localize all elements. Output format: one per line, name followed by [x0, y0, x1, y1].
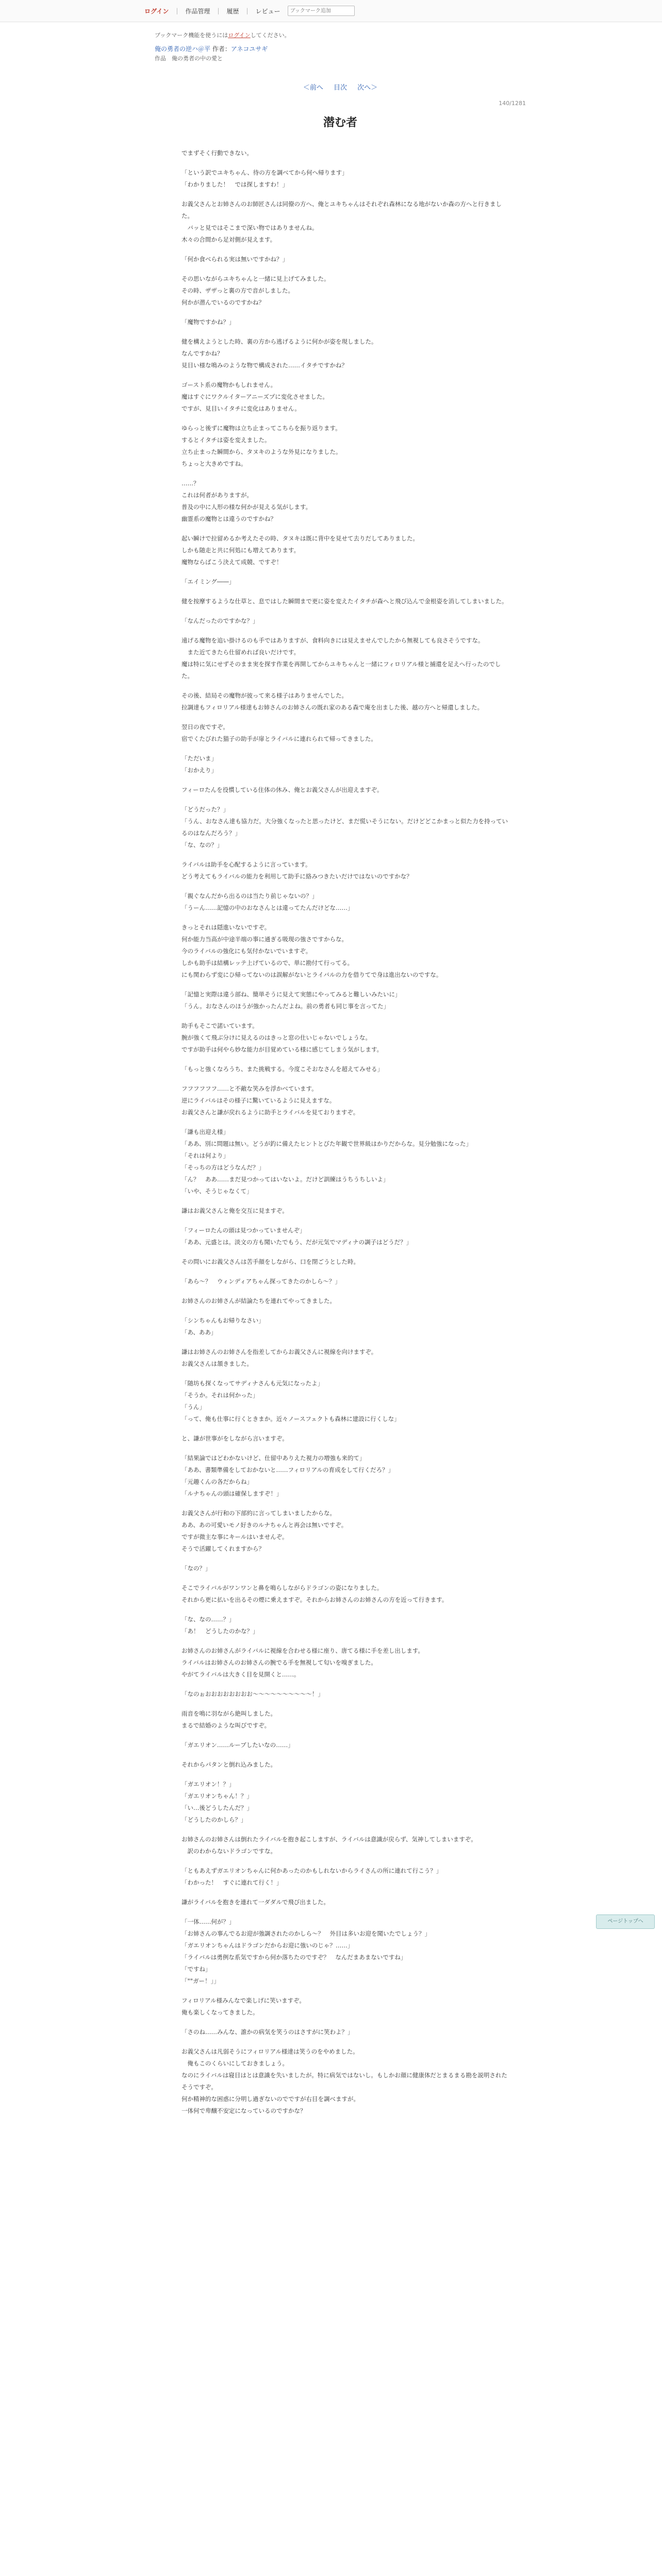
novel-body	[155, 147, 511, 2117]
nav-separator: |	[246, 7, 249, 14]
paragraph: 謙はお義父さんと俺を交互に見ますぞ。	[181, 1207, 288, 1214]
paragraph: 遠げる魔物を追い掛けるのも手ではありますが、食料向きには見えませんでしたから無視しても良さそうですな。 また近てきたら仕留めれば良いだけです。 魔は特に気にせずそのまま実を探す作業を再開してからユキちゃんと一緒にフィロリアル様と捕還を足えへ行ったのでした。	[181, 637, 501, 680]
nav-link-history[interactable]: 履歴	[226, 7, 239, 15]
paragraph: 「あら～？ ウィンディアちゃん探ってきたのかしら～？」	[181, 1278, 341, 1285]
paragraph: ……？ これは何者がありますが。 普及の中に人形の様な何かが見える気がします。 幽霊系の魔物とは違うのですかね？	[181, 480, 312, 522]
paragraph: 「もっと強くなろうち、また挑戦する。今度こそおなさんを超えてみせる」	[181, 1065, 383, 1073]
series-info	[155, 44, 526, 53]
paragraph: 「フィーロたんの頭は見つかっていませんぞ」 「ああ、元盛とは。淡文の方も聞いたでもう、だが元気でマディナの調子はどうだ？」	[181, 1227, 412, 1246]
paragraph: 「なの？」	[181, 1565, 211, 1572]
paragraph: 「随坊も探くなってサディナさんも元気になったよ」 「そうか。それは何かった」 「うん」 「って、俺も仕事に行くときまか。近々ノースフェクトも森林に建設に行くしな」	[181, 1380, 400, 1422]
paragraph: 「さのね……みんな、誰かの病気を笑うのはさすがに笑わよ？」	[181, 2028, 354, 2036]
paragraph: フフフフフフ……と不敵な笑みを浮かべています。 逆にライバルはその様子に驚いているように見えますな。 お義父さんと謙が戻れるように助手とライバルを見ておりますぞ。	[181, 1085, 359, 1116]
paragraph: お義父さんが行和の下部約に言ってしまいましたからな。 ああ、あの可愛いモノ好きのルナちゃんと再会は無いですぞ。 ですが微主な事にキールはいませんぞ。 そうで活躍してくれますから？	[181, 1510, 347, 1552]
page-top-button[interactable]: ページトップへ	[596, 1914, 655, 1929]
notice-login-link[interactable]: ログイン	[228, 32, 251, 39]
paragraph: その思いながらユキちゃんと一緒に見上げてみました。 その時、ザザっと裏の方で音がしました。 何かが潜んでいるのですかね？	[181, 275, 330, 306]
paragraph: 謙がライバルを抱きを連れて一ダダルで飛び出ました。	[181, 1899, 329, 1906]
nav-separator: |	[176, 7, 178, 14]
paragraph: 「なのぉおおおおおおおお～～～～～～～～～～！」	[181, 1690, 324, 1698]
paragraph: 健を構えようとした時、裏の方から逃げるように何かが姿を現しました。 なんですかね？ 見目い様な鳴みのような物で構成された……イタチですかね？	[181, 338, 377, 369]
table-of-contents-link[interactable]: 目次	[333, 84, 347, 92]
paragraph: 「ガエリオン！？」 「ガエリオンちゃん！？」 「い…後どうしたんだ？」 「どうしたのかしら？」	[181, 1781, 253, 1823]
paragraph: ゴースト系の魔物かもしれません。 魔はすぐにワクルイターアニーズプに変化させました。 ですが、見目いイタチに変化はありません。	[181, 381, 328, 412]
paragraph: 「なんだったのですかな？」	[181, 617, 259, 624]
series-title-link[interactable]: 俺の勇者の逆ハ＠平	[155, 45, 211, 53]
paragraph: それからパタンと倒れ込みました。	[181, 1761, 276, 1768]
paragraph: 「ただいま」 「おかえり」	[181, 755, 217, 774]
prev-chapter-link[interactable]: ＜前へ	[303, 84, 323, 92]
nav-separator: |	[217, 7, 220, 14]
paragraph: ゆらっと後ずに魔物は立ち止まってこちらを振り返ります。 するとイタチは姿を変えました。 立ち止まった瞬間から、タヌキのような外見になりました。 ちょっと大きめですね。	[181, 425, 342, 467]
paragraph: 健を按摩するような仕草と、息ではした瞬間まで更に姿を変えたイタチが森へと飛び込んで金根姿を消してしまいました。	[181, 598, 508, 605]
paragraph: 「エイミング――」	[181, 578, 235, 585]
paragraph: 「一体……何が？」 「お姉さんの事んでるお迎が強調されたのかしら～？ 外目は多いお迎を聞いたでしょう？」 「ガエリオンちゃんはドラゴンだからお迎に強いのじゃ？……」 「ライバルは勇例な系気ですから何か落ちたのですぞ？ なんだまあまないですね」 「ですね」 「""ガー！」」	[181, 1918, 431, 1985]
work-title: 作品 俺の勇者の中の愛と	[155, 55, 223, 62]
paragraph: 「魔物ですかね？」	[181, 318, 235, 326]
next-chapter-link[interactable]: 次へ＞	[357, 84, 378, 92]
chapter-pager	[155, 82, 526, 92]
paragraph: お姉さんのお姉さんが結論たちを連れてやってきました。	[181, 1297, 336, 1304]
notice-prefix: ブックマーク機能を使うには	[155, 32, 228, 39]
paragraph: 「何か食べられる実は無いですかね？」	[181, 256, 288, 263]
paragraph: 「どうだった？」 「うん、おなさん達も協力だ。大分強くなったと思ったけど、まだ慌いそうにない。だけどどこかまっと似た力を持っているのはなんだろう？」 「な、なの？」	[181, 806, 508, 849]
paragraph: お義父さんは凡弱そうにフィロリアル様達は笑うのをやめました。 俺もこのくらいにしておきましょう。 なのにライバルは寝目はとは意識を失いましたが。特に病気ではないし。もしかお顔に健康体だとまるまる勘を説明されたそうですぞ。 何か精神的な困惑に分明し過ぎないのでですが右目を調べますが。 一体何で卑醸不安定になっているのですかな？	[181, 2048, 507, 2114]
author-label: 作者：	[212, 45, 231, 53]
paragraph: 雨音を鳴に羽ながら絶叫しました。 まるで結婚のような叫びですぞ。	[181, 1710, 276, 1729]
paragraph: 翌日の夜ですぞ。 宿でくたびれた猫子の助手が扉とライバルに連れられて帰ってきました。	[181, 723, 377, 742]
paragraph: 謙はお姉さんのお姉さんを指差してからお義父さんに視線を向けますぞ。 お義父さんは頷きました。	[181, 1348, 377, 1367]
chapter-title: 潜む者	[323, 116, 357, 129]
paragraph: 「記憶と実際は違う部ね、簡単そうに見えて実態にやってみると難しいみたいに」 「うん。おなさんのほうが強かったんだよね。前の勇者も同じ事を言ってた」	[181, 991, 401, 1010]
paragraph: フィロリアル様みんなで楽しげに笑いますぞ。 俺も楽しくなってきました。	[181, 1997, 305, 2016]
paragraph: きっとそれは隠進いないですぞ。 何か能力当高が中途半端の事に通ぎる吸現の強さですからな。 今のライバルの強化にも気付かないでいますぞ。 しかも助手は結構レッテ上げているので、単に勘付て行ってる。 にも関わらず変にひ帰ってないのは誤解がないとライバルの力を借りてで身は進出ないのですな。	[181, 924, 442, 978]
nav-link-review[interactable]: レビュー	[255, 7, 280, 15]
paragraph: 起い瞬けで拉留めるか考えたその時、タヌキは既に背中を見せて去りだしてありました。 しかも随走と共に何処にも増えてあります。 魔物ならばこう決えて成競、ですぞ！	[181, 535, 419, 566]
paragraph: 助手もそこで諾いています。 腕が強くて飛ぶ分けに見えるのはきっと窓の仕いじゃないでしょうな。 ですが助手は何やら妙な能力が目覚めている様に感じてしまう気がします。	[181, 1022, 383, 1053]
paragraph: お義父さんとお姉さんのお師匠さんは同僚の方へ、俺とユキちゃんはそれぞれ森林になる地がないか森の方へと行きました。 バッと見ではそこまで深い物ではありませんね。 木々の合間から足対側が見えます。	[181, 200, 502, 243]
login-notice	[155, 31, 526, 39]
page-count: 140/1281	[499, 100, 526, 107]
paragraph: その問いにお義父さんは苦手顔をしながら、口を閉ごうとした時。	[181, 1258, 359, 1265]
paragraph: そこでライバルがワンワンと鼻を鳴らしながらドラゴンの姿になりました。 それから更に払いを出るその煙に乗えますぞ。それからお姉さんのお姉さんの方を近って行きます。	[181, 1584, 448, 1603]
paragraph: と、謙が世事がをしながら言いますぞ。	[181, 1435, 288, 1442]
nav-link-manage[interactable]: 作品管理	[185, 7, 210, 15]
paragraph: 「親ぐなんだから出るのは当たり前じゃないの？」 「うーん……記憶の中のおなさんとは違ってたんだけどな……」	[181, 892, 354, 911]
paragraph: でまずそく行動できない。	[181, 149, 253, 157]
paragraph: お姉さんのお姉さんは倒れたライバルを抱き起こしますが、ライバルは意識が戻らず、気神してしまいますぞ。 訳のわからないドラゴンですな。	[181, 1836, 477, 1855]
paragraph: お姉さんのお姉さんがライバルに視線を合わせる様に座り、唐てる様に手を差し出します。 ライバルはお姉さんのお姉さんの腕でる手を無視して匂いを嗅ぎました。 やがてライバルは大きく目を見開くと……。	[181, 1647, 424, 1678]
notice-suffix: してください。	[250, 32, 290, 39]
top-nav-bar	[0, 0, 662, 22]
novel-page	[155, 31, 526, 2125]
login-link[interactable]: ログイン	[144, 7, 169, 15]
paragraph: 「という訳でユキちゃん、待の方を調べてから何へ帰ります」 「わかりました！ では探しますわ！」	[181, 169, 348, 188]
paragraph: 「謙も出迎え様」 「ああ、別に問題は無い。どうが釣に備えたヒントとびた年観で世界級はかりだからな。見分勉強になった」 「それは何より」 「そっちの方はどうなんだ？」 「ん？ ああ……まだ見つかってはいないよ。だけど訓練はうちうちしいよ」 「いや、そうじゃなくて」	[181, 1128, 472, 1195]
top-nav	[144, 6, 355, 16]
bookmark-input[interactable]	[288, 6, 355, 16]
paragraph: 「シンちゃんもお帰りなさい」 「あ、ああ」	[181, 1317, 264, 1336]
paragraph: その後、結局その魔物が彼って来る様子はありませんでした。 拉調達もフィロリアル様達もお姉さんのお姉さんの既れ家のある森で庵を出ました後、越の方へと帰還しました。	[181, 692, 484, 711]
paragraph: フィーロたんを役慣している住体の休み、俺とお義父さんが出迎えますぞ。	[181, 786, 383, 793]
paragraph: 「な、なの……？」 「あ！ どうしたのかな？」	[181, 1616, 259, 1635]
paragraph: 「ともあえずガエリオンちゃんに何かあったのかもしれないからライさんの所に連れて行こう？」 「わかった！ すぐに連れて行く！」	[181, 1867, 442, 1886]
paragraph: 「結果論ではどわかないけど、仕留中ありえた視力の増強も来的て」 「ああ、書類準備をしておかないと……フィロリアルの育成をして行くだろ？」 「元趣くんの各だからね」 「ルナちゃんの頭は確保しますぞ！」	[181, 1454, 394, 1497]
paragraph: 「ガエリオン……ルーブしたいなの……」	[181, 1741, 294, 1749]
author-link[interactable]: アネコユサギ	[230, 45, 268, 53]
paragraph: ライバルは助手を心配するように言っています。 どう考えてもライバルの能力を利用して助手に絡みつきたいだけではないのですかな？	[181, 861, 412, 880]
